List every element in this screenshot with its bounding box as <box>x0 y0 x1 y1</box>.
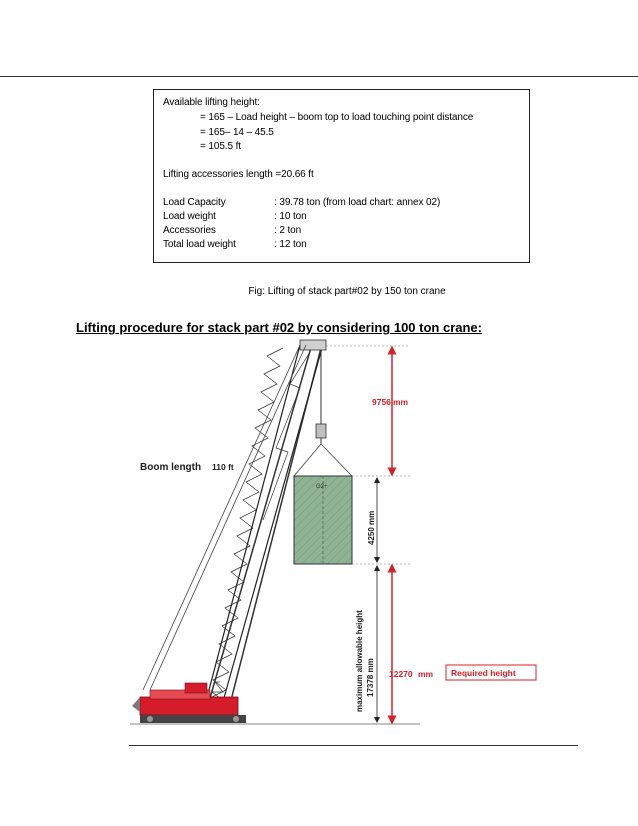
dim-top-value: 9756 <box>372 397 391 407</box>
max-height-value: 17378 mm <box>366 658 375 697</box>
accessories-length: Lifting accessories length =20.66 ft <box>163 169 314 180</box>
row-label: Load weight <box>163 211 216 222</box>
row-label: Accessories <box>163 225 216 236</box>
slings <box>294 444 352 476</box>
bottom-rule <box>129 745 578 746</box>
boom-tip <box>300 340 326 350</box>
row-value: : 12 ton <box>274 239 307 250</box>
row-label: Total load weight <box>163 239 236 250</box>
dim-bottom-value: 12270 <box>389 669 413 679</box>
boom-length-value: 110 ft <box>212 462 234 472</box>
row-value: : 10 ton <box>274 211 307 222</box>
top-rule <box>0 76 638 77</box>
section-heading: Lifting procedure for stack part #02 by considering 100 ton crane: <box>76 320 482 335</box>
dim-mid-label: 4250 mm <box>367 510 376 545</box>
dim-bottom-unit: mm <box>418 669 434 679</box>
calc-line-3: = 105.5 ft <box>200 141 241 152</box>
row-value: : 39.78 ton (from load chart: annex 02) <box>274 197 441 208</box>
dim-top-unit: mm <box>393 397 409 407</box>
backstay-lines <box>143 345 306 690</box>
row-value: : 2 ton <box>274 225 302 236</box>
figure-caption: Fig: Lifting of stack part#02 by 150 ton crane <box>248 286 446 297</box>
row-label: Load Capacity <box>163 197 226 208</box>
crane-base <box>132 683 246 723</box>
available-height-label: Available lifting height: <box>163 97 260 108</box>
boom-length-label: Boom length <box>140 462 202 473</box>
max-height-label: maximum allowable height <box>355 610 364 712</box>
load-mark: G2+ <box>316 484 328 490</box>
hook-block <box>316 424 326 438</box>
calc-line-2: = 165– 14 – 45.5 <box>200 127 274 138</box>
crane-diagram <box>0 330 638 740</box>
calc-line-1: = 165 – Load height – boom top to load touching point distance <box>200 112 474 123</box>
calculation-box <box>153 89 530 263</box>
required-height-label: Required height <box>451 668 516 678</box>
